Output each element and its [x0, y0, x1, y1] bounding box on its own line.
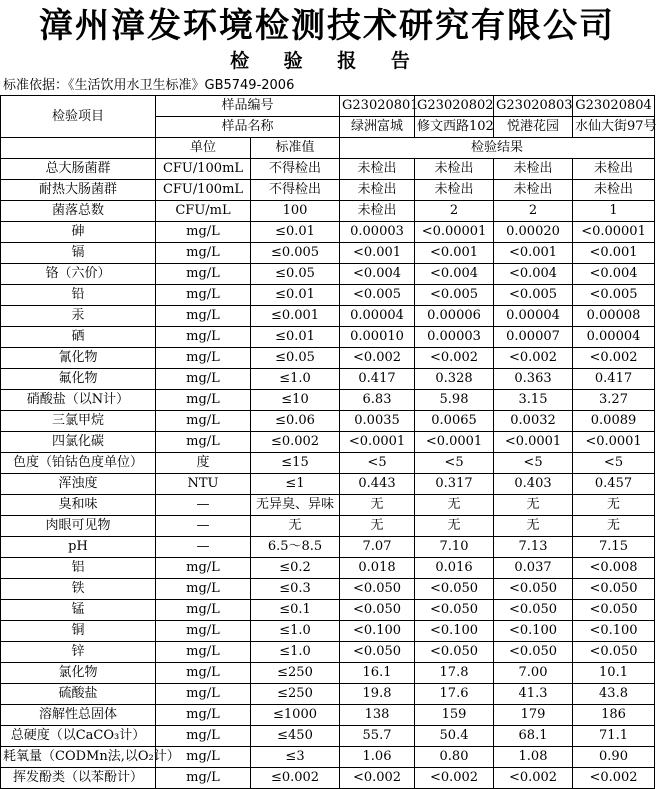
standard-value: ≤0.005: [251, 243, 340, 264]
standard-value: ≤1.0: [251, 621, 340, 642]
unit: mg/L: [156, 327, 251, 348]
result-value: <0.050: [340, 579, 415, 600]
table-row: [1, 474, 655, 495]
result-value: 0.00003: [415, 327, 494, 348]
result-value: 0.80: [415, 747, 494, 768]
standard-header: 标准值: [251, 138, 340, 159]
result-value: 0.00007: [494, 327, 573, 348]
result-value: 无: [340, 495, 415, 516]
result-value: 0.0032: [494, 411, 573, 432]
standard-value: 100: [251, 201, 340, 222]
unit: mg/L: [156, 726, 251, 747]
unit: mg/L: [156, 705, 251, 726]
result-value: 17.6: [415, 684, 494, 705]
result-value: 0.417: [340, 369, 415, 390]
item-name: 肉眼可见物: [1, 516, 156, 537]
result-value: <5: [415, 453, 494, 474]
standard-value: ≤0.01: [251, 285, 340, 306]
unit: mg/L: [156, 369, 251, 390]
unit: mg/L: [156, 306, 251, 327]
result-value: 7.13: [494, 537, 573, 558]
item-name: 铝: [1, 558, 156, 579]
result-value: 179: [494, 705, 573, 726]
result-value: 138: [340, 705, 415, 726]
company-title: 漳州漳发环境检测技术研究有限公司: [39, 6, 615, 46]
result-value: 7.00: [494, 663, 573, 684]
unit: —: [156, 516, 251, 537]
item-name: 汞: [1, 306, 156, 327]
sample-no-label: 样品编号: [156, 96, 340, 117]
result-value: <0.002: [415, 768, 494, 789]
unit: mg/L: [156, 285, 251, 306]
result-value: 10.1: [573, 663, 655, 684]
item-name: 氟化物: [1, 369, 156, 390]
result-value: 0.016: [415, 558, 494, 579]
result-value: 0.00004: [340, 306, 415, 327]
table-row: [1, 369, 655, 390]
table-row: [1, 348, 655, 369]
standard-value: ≤0.1: [251, 600, 340, 621]
table-row: [1, 642, 655, 663]
result-value: <0.002: [573, 768, 655, 789]
result-value: 未检出: [573, 180, 655, 201]
result-value: 无: [494, 516, 573, 537]
table-row: [1, 390, 655, 411]
result-value: 未检出: [573, 159, 655, 180]
result-value: <0.100: [494, 621, 573, 642]
table-row: [1, 726, 655, 747]
table-row: [1, 306, 655, 327]
item-header: 检验项目: [1, 96, 156, 138]
standard-value: 无: [251, 516, 340, 537]
result-value: 186: [573, 705, 655, 726]
standard-value: ≤1.0: [251, 642, 340, 663]
result-value: 未检出: [494, 180, 573, 201]
table-row: [1, 180, 655, 201]
result-value: 17.8: [415, 663, 494, 684]
result-value: <0.002: [573, 348, 655, 369]
table-row: [1, 222, 655, 243]
standard-value: ≤1000: [251, 705, 340, 726]
table-row: [1, 264, 655, 285]
result-value: <0.0001: [415, 432, 494, 453]
result-value: <0.002: [340, 348, 415, 369]
result-value: 0.417: [573, 369, 655, 390]
table-row: [1, 243, 655, 264]
standard-value: ≤0.002: [251, 768, 340, 789]
result-value: <5: [340, 453, 415, 474]
sample-name: 水仙大街97号: [573, 117, 655, 138]
standard-value: ≤15: [251, 453, 340, 474]
sample-no: G23020803: [494, 96, 573, 117]
table-row: [1, 537, 655, 558]
standard-value: ≤10: [251, 390, 340, 411]
standard-value: ≤250: [251, 684, 340, 705]
result-value: <0.001: [494, 243, 573, 264]
sample-no: G23020801: [340, 96, 415, 117]
table-row: [1, 201, 655, 222]
unit: mg/L: [156, 222, 251, 243]
unit: mg/L: [156, 663, 251, 684]
unit: NTU: [156, 474, 251, 495]
item-name: 硒: [1, 327, 156, 348]
table-row: [1, 768, 655, 789]
result-value: <5: [573, 453, 655, 474]
table-row: [1, 600, 655, 621]
result-value: 7.07: [340, 537, 415, 558]
standard-value: ≤1.0: [251, 369, 340, 390]
result-value: 未检出: [494, 159, 573, 180]
unit: mg/L: [156, 390, 251, 411]
result-value: 0.443: [340, 474, 415, 495]
sample-name: 绿洲富城: [340, 117, 415, 138]
standard-value: 不得检出: [251, 159, 340, 180]
result-value: 1: [573, 201, 655, 222]
table-row: [1, 684, 655, 705]
sample-no: G23020802: [415, 96, 494, 117]
result-value: <0.050: [494, 579, 573, 600]
result-value: 0.037: [494, 558, 573, 579]
result-value: 6.83: [340, 390, 415, 411]
result-value: <0.050: [573, 579, 655, 600]
item-name: 耗氧量（CODMn法,以O₂计）: [1, 747, 156, 768]
item-name: 铬（六价）: [1, 264, 156, 285]
standard-value: 无异臭、异味: [251, 495, 340, 516]
result-value: 0.457: [573, 474, 655, 495]
header-row-units: [1, 138, 655, 159]
result-value: 68.1: [494, 726, 573, 747]
result-value: 0.363: [494, 369, 573, 390]
table-row: [1, 327, 655, 348]
item-name: 三氯甲烷: [1, 411, 156, 432]
standard-value: ≤0.3: [251, 579, 340, 600]
result-value: <0.050: [340, 600, 415, 621]
unit: mg/L: [156, 348, 251, 369]
result-value: <0.00001: [573, 222, 655, 243]
item-name: 色度（铂钴色度单位）: [1, 453, 156, 474]
item-name: 浑浊度: [1, 474, 156, 495]
table-row: [1, 579, 655, 600]
result-value: 3.27: [573, 390, 655, 411]
table-row: [1, 516, 655, 537]
result-value: <0.004: [494, 264, 573, 285]
result-value: 未检出: [415, 159, 494, 180]
table-row: [1, 621, 655, 642]
table-row: [1, 432, 655, 453]
result-value: <0.0001: [340, 432, 415, 453]
result-value: <0.004: [415, 264, 494, 285]
unit: mg/L: [156, 684, 251, 705]
standard-value: ≤0.01: [251, 222, 340, 243]
result-value: <0.050: [415, 579, 494, 600]
result-value: 0.00004: [573, 327, 655, 348]
header-row-sample-no: [1, 96, 655, 117]
result-value: 159: [415, 705, 494, 726]
result-value: <0.004: [573, 264, 655, 285]
result-value: 2: [494, 201, 573, 222]
item-name: 耐热大肠菌群: [1, 180, 156, 201]
standard-value: ≤0.2: [251, 558, 340, 579]
unit: CFU/100mL: [156, 180, 251, 201]
item-name: 臭和味: [1, 495, 156, 516]
result-value: 2: [415, 201, 494, 222]
result-value: 1.06: [340, 747, 415, 768]
result-value: 未检出: [340, 201, 415, 222]
unit: CFU/100mL: [156, 159, 251, 180]
result-value: <0.050: [494, 642, 573, 663]
result-value: 未检出: [340, 180, 415, 201]
result-value: 71.1: [573, 726, 655, 747]
item-name: 砷: [1, 222, 156, 243]
result-value: <0.100: [340, 621, 415, 642]
standard-value: ≤250: [251, 663, 340, 684]
item-name: 挥发酚类（以苯酚计）: [1, 768, 156, 789]
result-value: 未检出: [415, 180, 494, 201]
result-value: <0.002: [494, 348, 573, 369]
unit: mg/L: [156, 642, 251, 663]
unit: —: [156, 537, 251, 558]
unit: mg/L: [156, 411, 251, 432]
standard-value: ≤3: [251, 747, 340, 768]
item-name: 总大肠菌群: [1, 159, 156, 180]
table-row: [1, 495, 655, 516]
unit-header: 单位: [156, 138, 251, 159]
item-name: 镉: [1, 243, 156, 264]
table-row: [1, 747, 655, 768]
result-value: <5: [494, 453, 573, 474]
table-row: [1, 285, 655, 306]
item-name: 硫酸盐: [1, 684, 156, 705]
result-value: <0.050: [415, 600, 494, 621]
unit: mg/L: [156, 579, 251, 600]
standard-value: ≤1: [251, 474, 340, 495]
item-name: 锌: [1, 642, 156, 663]
result-value: 无: [415, 516, 494, 537]
item-name: 四氯化碳: [1, 432, 156, 453]
item-name: 锰: [1, 600, 156, 621]
result-value: 0.328: [415, 369, 494, 390]
result-value: 0.018: [340, 558, 415, 579]
unit: mg/L: [156, 432, 251, 453]
standard-value: ≤0.001: [251, 306, 340, 327]
unit: mg/L: [156, 621, 251, 642]
result-value: <0.050: [340, 642, 415, 663]
result-value: 1.08: [494, 747, 573, 768]
item-name: 铁: [1, 579, 156, 600]
result-value: <0.050: [494, 600, 573, 621]
sample-no: G23020804: [573, 96, 655, 117]
unit: mg/L: [156, 768, 251, 789]
result-value: <0.0001: [494, 432, 573, 453]
item-name: 溶解性总固体: [1, 705, 156, 726]
result-value: 3.15: [494, 390, 573, 411]
result-value: 0.90: [573, 747, 655, 768]
table-row: [1, 411, 655, 432]
result-value: 0.00008: [573, 306, 655, 327]
unit: CFU/mL: [156, 201, 251, 222]
result-value: <0.008: [573, 558, 655, 579]
result-value: 无: [415, 495, 494, 516]
result-value: 0.317: [415, 474, 494, 495]
result-header: 检验结果: [340, 138, 655, 159]
table-row: [1, 705, 655, 726]
result-value: 无: [340, 516, 415, 537]
unit: mg/L: [156, 558, 251, 579]
standard-value: ≤450: [251, 726, 340, 747]
sample-name: 修文西路102: [415, 117, 494, 138]
standard-value: ≤0.05: [251, 348, 340, 369]
item-name: 氯化物: [1, 663, 156, 684]
standard-value: ≤0.002: [251, 432, 340, 453]
result-value: 无: [494, 495, 573, 516]
standard-value: 不得检出: [251, 180, 340, 201]
unit: mg/L: [156, 264, 251, 285]
result-value: <0.004: [340, 264, 415, 285]
sample-name: 悦港花园: [494, 117, 573, 138]
result-value: <0.001: [340, 243, 415, 264]
result-value: <0.00001: [415, 222, 494, 243]
result-value: <0.100: [415, 621, 494, 642]
result-value: 0.403: [494, 474, 573, 495]
result-value: 16.1: [340, 663, 415, 684]
result-value: <0.0001: [573, 432, 655, 453]
result-value: 0.0035: [340, 411, 415, 432]
unit: —: [156, 495, 251, 516]
result-value: 无: [573, 495, 655, 516]
result-value: 19.8: [340, 684, 415, 705]
result-value: <0.001: [415, 243, 494, 264]
result-value: <0.100: [573, 621, 655, 642]
result-value: 7.10: [415, 537, 494, 558]
standard-value: 6.5～8.5: [251, 537, 340, 558]
result-value: 50.4: [415, 726, 494, 747]
unit: 度: [156, 453, 251, 474]
result-value: 5.98: [415, 390, 494, 411]
table-row: [1, 453, 655, 474]
item-name: 总硬度（以CaCO₃计）: [1, 726, 156, 747]
result-value: 0.00006: [415, 306, 494, 327]
result-value: 未检出: [340, 159, 415, 180]
report-subtitle: 检 验 报 告: [230, 50, 424, 72]
unit: mg/L: [156, 600, 251, 621]
results-table: [0, 95, 655, 789]
item-name: pH: [1, 537, 156, 558]
result-value: 55.7: [340, 726, 415, 747]
result-value: 43.8: [573, 684, 655, 705]
result-value: <0.050: [573, 600, 655, 621]
standard-value: ≤0.01: [251, 327, 340, 348]
result-value: 无: [573, 516, 655, 537]
unit: mg/L: [156, 747, 251, 768]
standard-basis: 标准依据：《生活饮用水卫生标准》GB5749-2006: [3, 78, 295, 93]
result-value: 0.0065: [415, 411, 494, 432]
result-value: <0.005: [415, 285, 494, 306]
result-value: 0.00020: [494, 222, 573, 243]
result-value: <0.002: [415, 348, 494, 369]
result-value: <0.002: [340, 768, 415, 789]
result-value: 0.00003: [340, 222, 415, 243]
result-value: <0.005: [494, 285, 573, 306]
unit: mg/L: [156, 243, 251, 264]
result-value: <0.001: [573, 243, 655, 264]
result-value: 41.3: [494, 684, 573, 705]
standard-value: ≤0.05: [251, 264, 340, 285]
result-value: <0.002: [494, 768, 573, 789]
item-name: 铅: [1, 285, 156, 306]
item-name: 菌落总数: [1, 201, 156, 222]
table-row: [1, 558, 655, 579]
result-value: 0.0089: [573, 411, 655, 432]
result-value: 7.15: [573, 537, 655, 558]
result-value: <0.005: [340, 285, 415, 306]
result-value: <0.050: [573, 642, 655, 663]
result-value: 0.00004: [494, 306, 573, 327]
table-row: [1, 663, 655, 684]
item-name: 铜: [1, 621, 156, 642]
table-row: [1, 159, 655, 180]
item-name: 硝酸盐（以N计）: [1, 390, 156, 411]
result-value: <0.005: [573, 285, 655, 306]
sample-name-label: 样品名称: [156, 117, 340, 138]
result-value: 0.00010: [340, 327, 415, 348]
item-name: 氰化物: [1, 348, 156, 369]
blank-cell: [1, 138, 156, 159]
standard-value: ≤0.06: [251, 411, 340, 432]
result-value: <0.050: [415, 642, 494, 663]
